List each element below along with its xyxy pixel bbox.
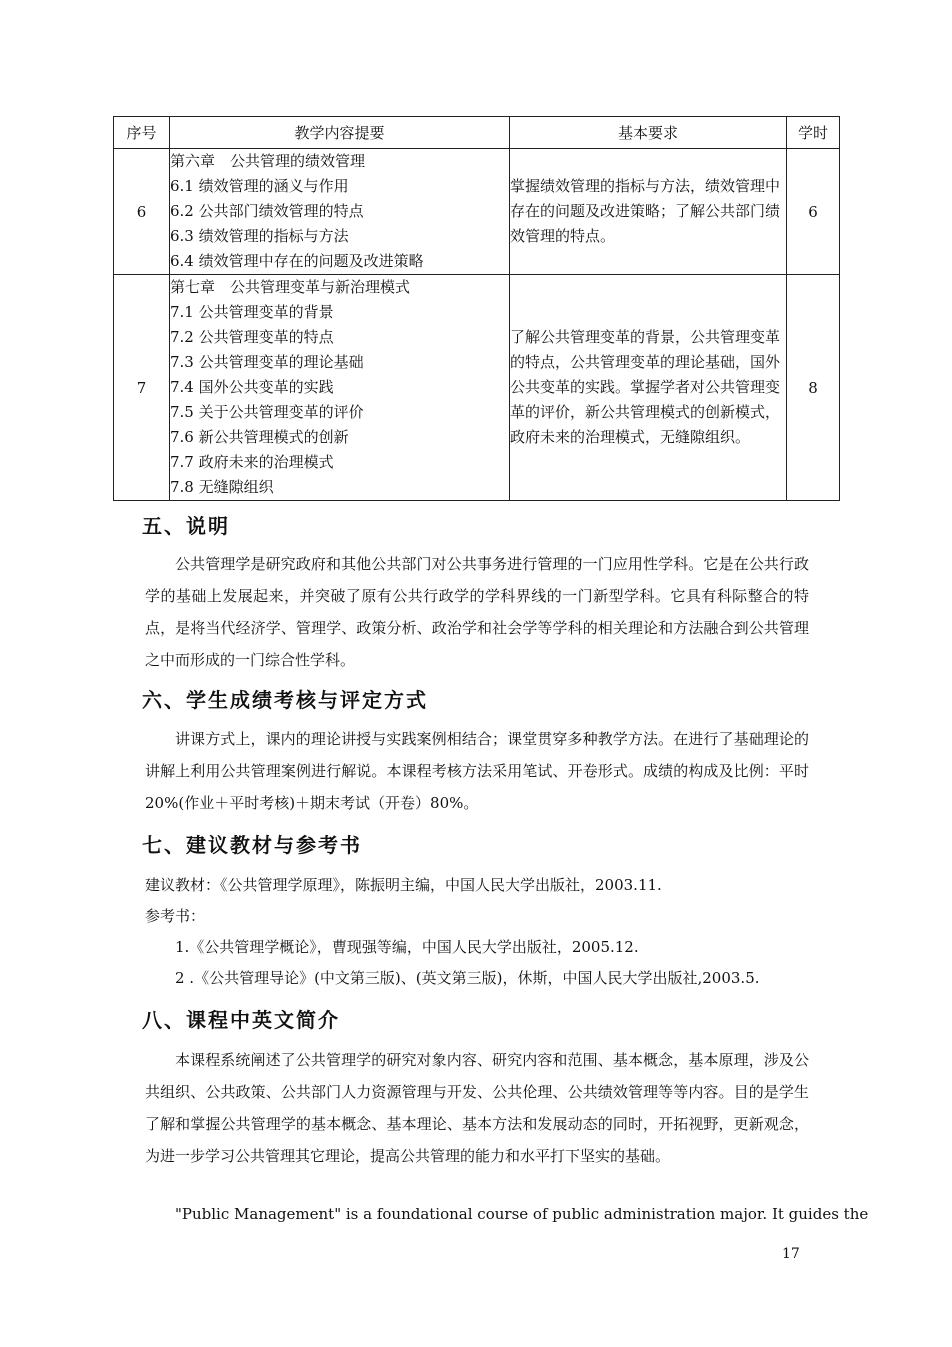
- content-line: 6.4 绩效管理中存在的问题及改进策略: [170, 252, 424, 270]
- reference-item: 1.《公共管理学概论》，曹现强等编，中国人民大学出版社，2005.12.: [175, 938, 639, 956]
- references-label: 参考书：: [145, 907, 206, 925]
- header-index: 序号: [114, 117, 170, 149]
- content-line: 7.2 公共管理变革的特点: [170, 328, 334, 346]
- header-hours: 学时: [787, 117, 840, 149]
- content-line: 7.6 新公共管理模式的创新: [170, 428, 349, 446]
- section-heading-explanation: 五、说明: [142, 514, 230, 538]
- explanation-paragraph: 公共管理学是研究政府和其他公共部门对公共事务进行管理的一门应用性学科。它是在公共行政学的基础上发展起来，并突破了原有公共行政学的学科界线的一门新型学科。它具有科际整合的特点，是将当代经济学、管理学、政策分析、政治学和社会学等学科的相关理论和方法融合到公共管理之中而形成的一门综合性学科。: [145, 555, 809, 669]
- row-requirement: 掌握绩效管理的指标与方法，绩效管理中存在的问题及改进策略；了解公共部门绩效管理的特点。: [510, 149, 787, 275]
- content-line: 7.1 公共管理变革的背景: [170, 303, 334, 321]
- content-line: 6.2 公共部门绩效管理的特点: [170, 202, 364, 220]
- reference-item: 2 .《公共管理导论》(中文第三版)、(英文第三版)，休斯，中国人民大学出版社,2003.5.: [175, 969, 760, 987]
- row-index: 6: [114, 149, 170, 275]
- row-requirement: 了解公共管理变革的背景，公共管理变革的特点，公共管理变革的理论基础，国外公共变革的实践。掌握学者对公共管理变革的评价，新公共管理模式的创新模式，政府未来的治理模式，无缝隙组织。: [510, 275, 787, 501]
- page-number: 17: [782, 1246, 800, 1262]
- row-hours: 8: [787, 275, 840, 501]
- english-introduction-line: "Public Management" is a foundational course of public administration major. It guides the: [175, 1205, 869, 1223]
- table-row: [114, 275, 840, 501]
- content-line: 7.5 关于公共管理变革的评价: [170, 403, 364, 421]
- content-line: 6.3 绩效管理的指标与方法: [170, 227, 349, 245]
- content-line: 6.1 绩效管理的涵义与作用: [170, 177, 349, 195]
- row-content: [170, 149, 510, 275]
- table-header-row: [114, 117, 840, 149]
- assessment-paragraph: 讲课方式上，课内的理论讲授与实践案例相结合；课堂贯穿多种教学方法。在进行了基础理论的讲解上利用公共管理案例进行解说。本课程考核方法采用笔试、开卷形式。成绩的构成及比例：平时 20%(作业＋平时考核)＋期末考试（开卷）80%。: [145, 730, 809, 812]
- content-line: 第七章 公共管理变革与新治理模式: [170, 278, 411, 296]
- syllabus-table: [113, 116, 840, 501]
- row-content: [170, 275, 510, 501]
- content-line: 7.8 无缝隙组织: [170, 478, 274, 496]
- section-heading-assessment: 六、学生成绩考核与评定方式: [142, 688, 428, 712]
- introduction-paragraph: 本课程系统阐述了公共管理学的研究对象内容、研究内容和范围、基本概念，基本原理，涉及公共组织、公共政策、公共部门人力资源管理与开发、公共伦理、公共绩效管理等等内容。目的是学生了解和掌握公共管理学的基本概念、基本理论、基本方法和发展动态的同时，开拓视野，更新观念，为进一步学习公共管理其它理论，提高公共管理的能力和水平打下坚实的基础。: [145, 1051, 809, 1165]
- recommended-textbook: 建议教材：《公共管理学原理》，陈振明主编，中国人民大学出版社，2003.11.: [145, 876, 662, 894]
- section-heading-textbooks: 七、建议教材与参考书: [142, 833, 362, 857]
- table-row: [114, 149, 840, 275]
- section-heading-introduction: 八、课程中英文简介: [142, 1008, 340, 1032]
- content-line: 7.3 公共管理变革的理论基础: [170, 353, 364, 371]
- content-line: 7.4 国外公共变革的实践: [170, 378, 334, 396]
- content-line: 7.7 政府未来的治理模式: [170, 453, 334, 471]
- row-hours: 6: [787, 149, 840, 275]
- row-index: 7: [114, 275, 170, 501]
- content-line: 第六章 公共管理的绩效管理: [170, 152, 366, 170]
- header-content: 教学内容提要: [170, 117, 510, 149]
- header-requirement: 基本要求: [510, 117, 787, 149]
